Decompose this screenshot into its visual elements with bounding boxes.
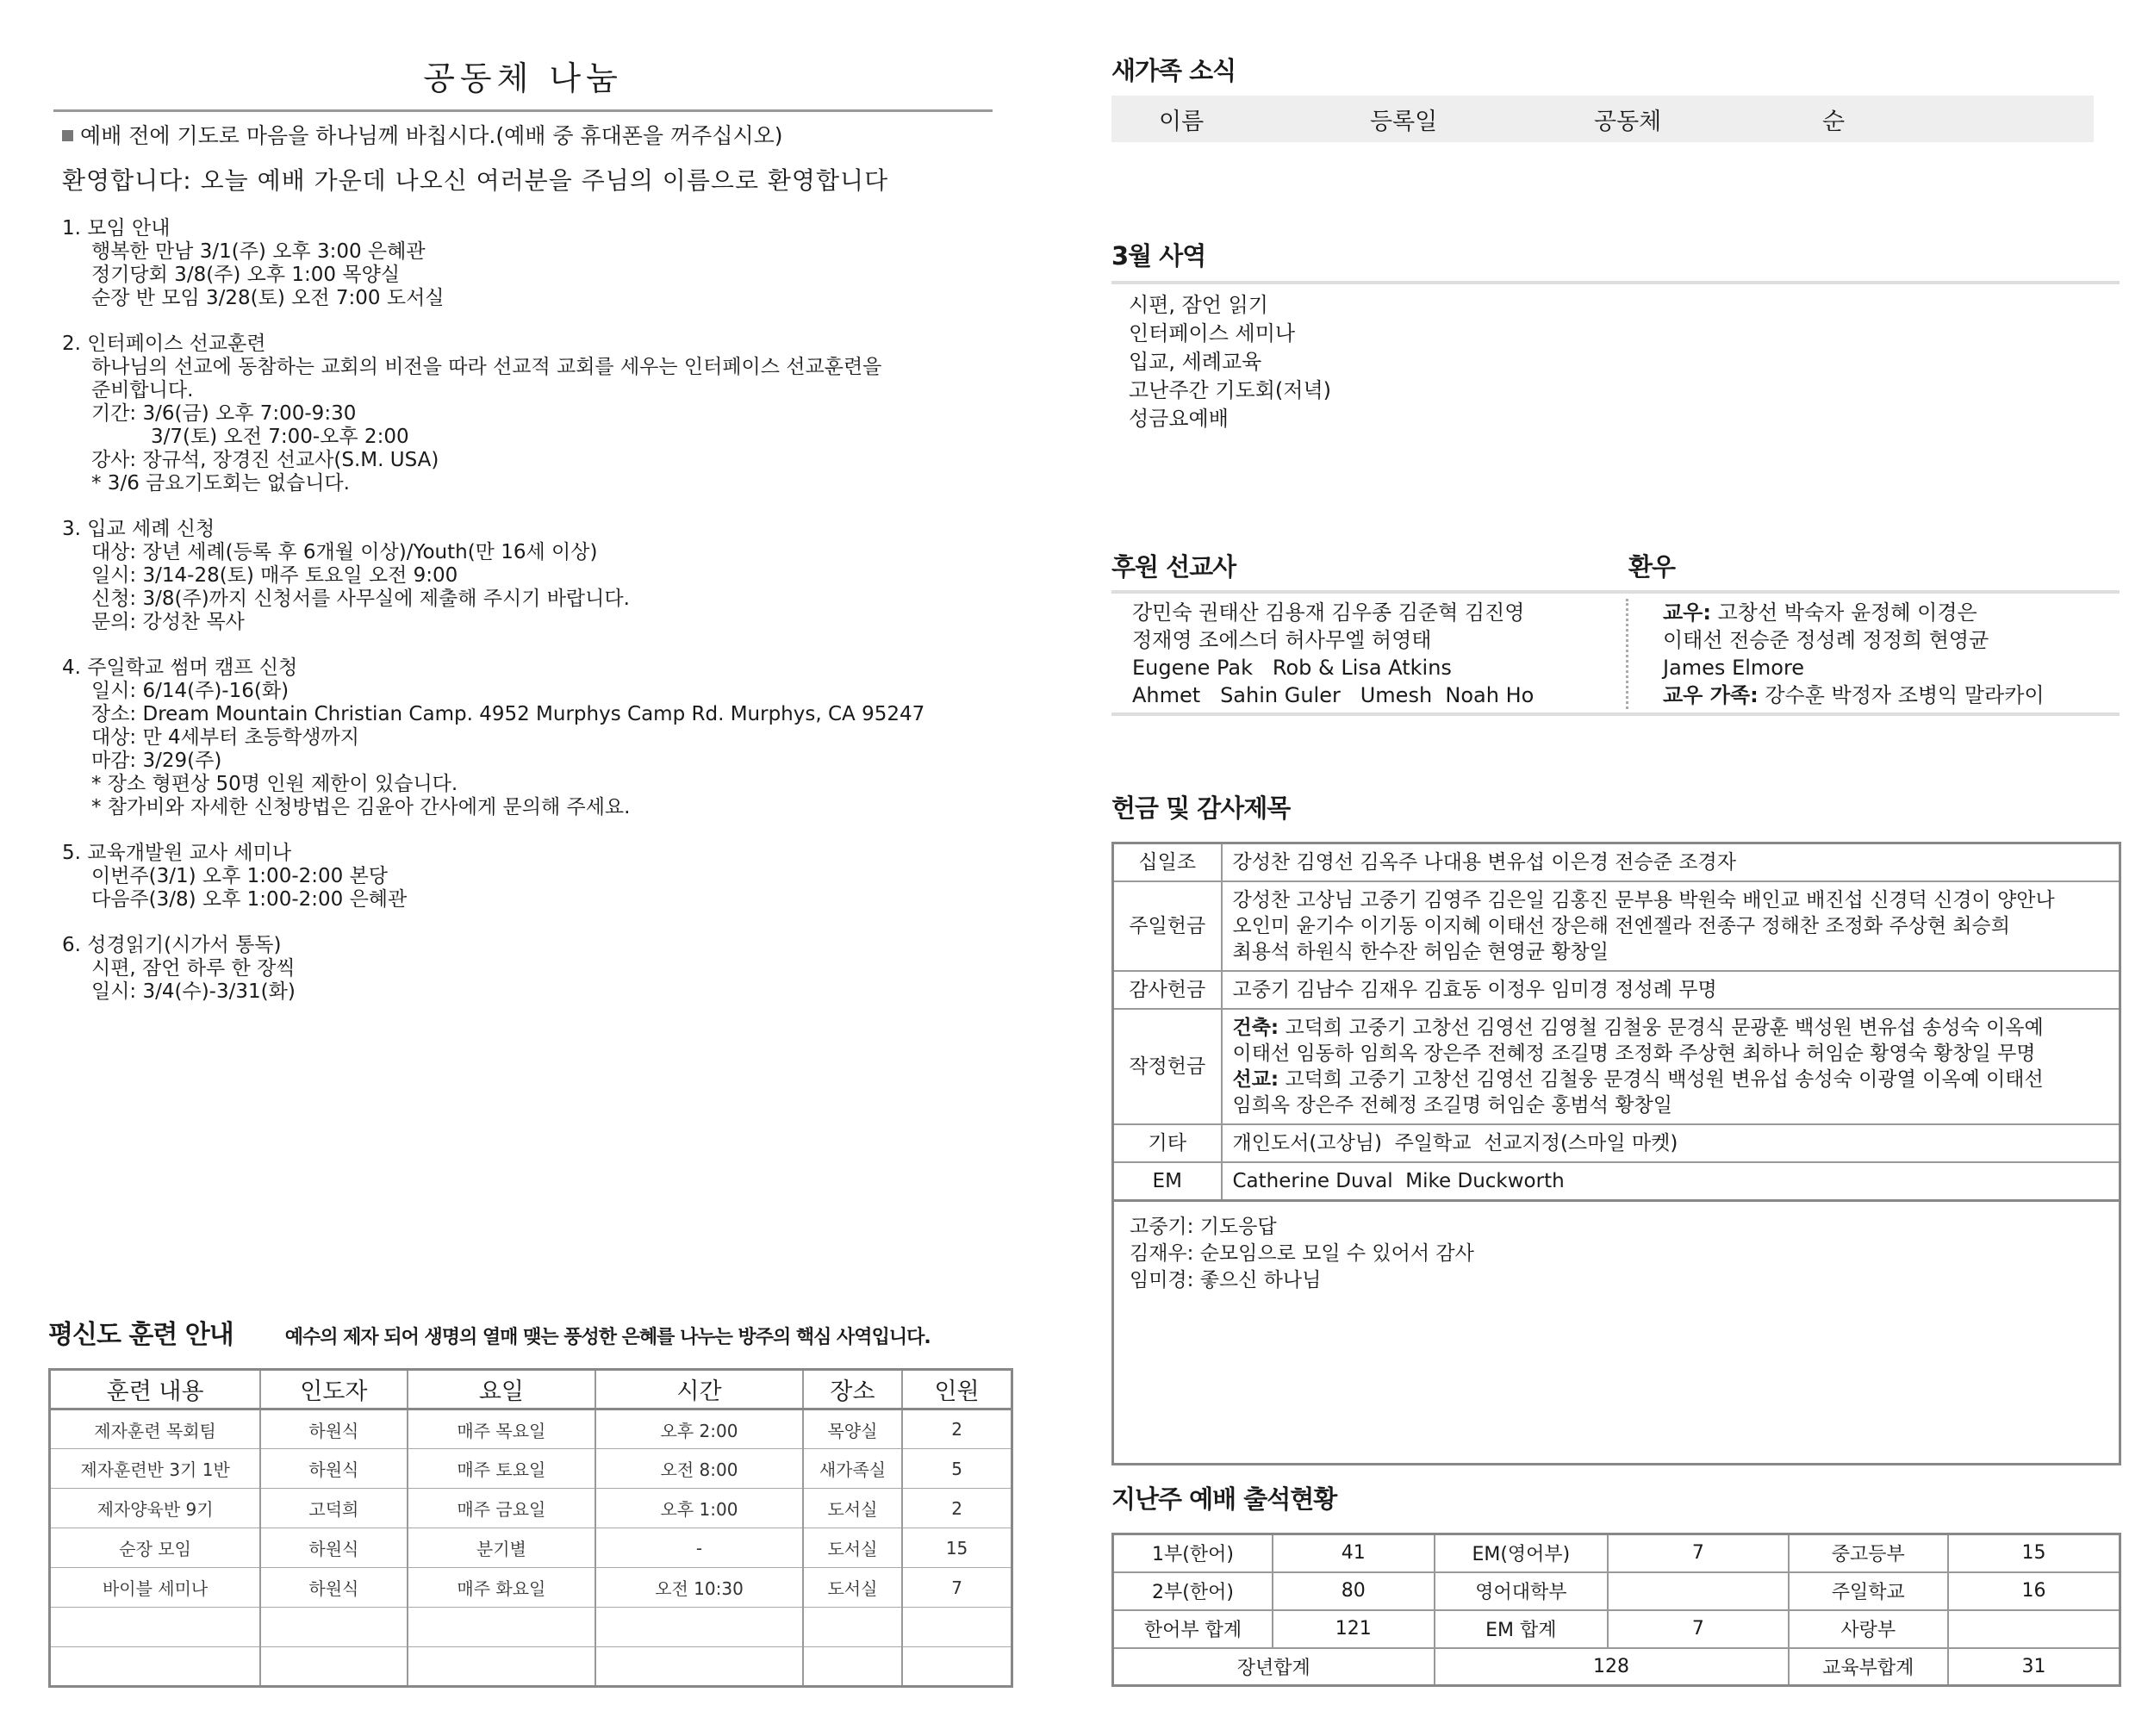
support-section <box>1111 548 2120 716</box>
training-row <box>50 1568 1012 1608</box>
notice-text: 예배 전에 기도로 마음을 하나님께 바칩시다.(예배 중 휴대폰을 꺼주십시오) <box>80 123 783 148</box>
announcement-title: 4. 주일학교 썸머 캠프 신청 <box>62 656 298 679</box>
training-cell: 5 <box>902 1449 1012 1489</box>
announcement-line: 장소: Dream Mountain Christian Camp. 4952 Murphys Camp Rd. Murphys, CA 95247 <box>91 703 925 725</box>
attendance-cell: 중고등부 <box>1789 1534 1948 1572</box>
attendance-cell <box>1608 1572 1788 1610</box>
training-cell <box>803 1647 902 1687</box>
offering-line: 강성찬 고상님 고중기 김영주 김은일 김홍진 문부용 박원숙 배인교 배진섭 신경덕 신경이 양안나 <box>1232 889 2055 912</box>
training-cell: 하원식 <box>260 1449 407 1489</box>
offering-category: 작정헌금 <box>1113 1009 1222 1124</box>
training-cell <box>50 1608 261 1647</box>
training-cell: 도서실 <box>803 1489 902 1528</box>
training-cell: 제자양육반 9기 <box>50 1489 261 1528</box>
offering-table <box>1111 842 2121 1202</box>
training-header-row <box>50 1370 1012 1409</box>
training-cell: 바이블 세미나 <box>50 1568 261 1608</box>
missionaries-title: 후원 선교사 <box>1111 552 1236 582</box>
training-cell <box>260 1608 407 1647</box>
offering-line: 임희옥 장은주 전혜정 조길명 허임순 홍범석 황창일 <box>1232 1094 1672 1117</box>
training-cell: 매주 화요일 <box>408 1568 596 1608</box>
training-cell <box>902 1608 1012 1647</box>
announcement-line: * 참가비와 자세한 신청방법은 김윤아 간사에게 문의해 주세요. <box>91 796 631 818</box>
announcement-title: 6. 성경읽기(시가서 통독) <box>62 934 282 956</box>
training-cell: 목양실 <box>803 1409 902 1449</box>
attendance-row <box>1113 1610 2120 1648</box>
offering-line: 개인도서(고상님) 주일학교 선교지정(스마일 마켓) <box>1232 1132 1678 1154</box>
announcement-line: 기간: 3/6(금) 오후 7:00-9:30 <box>91 402 357 425</box>
offering-line: Catherine Duval Mike Duckworth <box>1232 1170 1565 1192</box>
announcement-line: 문의: 강성찬 목사 <box>91 611 245 633</box>
training-header-cell: 인원 <box>902 1370 1012 1409</box>
new-family-header-cell: 등록일 <box>1370 108 1438 135</box>
new-family-header-cell: 순 <box>1822 108 1846 135</box>
attendance-title: 지난주 예배 출석현황 <box>1111 1484 1337 1514</box>
training-header-cell: 장소 <box>803 1370 902 1409</box>
training-section <box>48 1313 1013 1688</box>
announcement-sections <box>53 217 1001 1004</box>
patient-label: 교우: <box>1663 600 1711 625</box>
training-cell <box>50 1647 261 1687</box>
announcement-title: 5. 교육개발원 교사 세미나 <box>62 842 292 864</box>
page-title: 공동체 나눔 <box>423 59 623 97</box>
attendance-edu-label: 교육부합계 <box>1789 1648 1948 1686</box>
attendance-total-value: 128 <box>1435 1648 1789 1686</box>
thanks-line: 임미경: 좋으신 하나님 <box>1130 1269 1322 1291</box>
offering-row <box>1113 1162 2120 1201</box>
training-cell: 2 <box>902 1489 1012 1528</box>
announcement-5 <box>62 842 1001 912</box>
patients-list <box>1628 599 2045 709</box>
march-title: 3월 사역 <box>1111 241 1206 271</box>
attendance-cell: 사랑부 <box>1789 1610 1948 1648</box>
notice <box>62 119 1001 150</box>
march-item: 입교, 세례교육 <box>1129 350 1262 374</box>
training-cell: 오전 8:00 <box>595 1449 803 1489</box>
offering-row <box>1113 971 2120 1009</box>
announcement-line: 정기당회 3/8(주) 오후 1:00 목양실 <box>91 264 401 286</box>
training-cell: 7 <box>902 1568 1012 1608</box>
announcement-4 <box>62 656 1001 819</box>
offering-sublabel: 건축: <box>1232 1017 1279 1039</box>
new-family-header-cell: 공동체 <box>1594 108 1662 135</box>
attendance-cell: 영어대학부 <box>1435 1572 1609 1610</box>
thanks-line: 고중기: 기도응답 <box>1130 1216 1277 1238</box>
announcement-line: 신청: 3/8(주)까지 신청서를 사무실에 제출해 주시기 바랍니다. <box>91 588 630 610</box>
missionary-line: 강민숙 권태산 김용재 김우종 김준혁 김진영 <box>1132 600 1525 625</box>
training-cell <box>803 1608 902 1647</box>
attendance-edu-value: 31 <box>1948 1648 2120 1686</box>
offering-line: 고중기 김남수 김재우 김효동 이정우 임미경 정성례 무명 <box>1232 979 1717 1001</box>
thanks-box <box>1111 1202 2121 1465</box>
missionary-line: Eugene Pak Rob & Lisa Atkins <box>1132 656 1452 680</box>
offering-line: 강성찬 김영선 김옥주 나대용 변유섭 이은경 전승준 조경자 <box>1232 851 1736 874</box>
patient-names: 이태선 전승준 정성례 정정희 현영균 <box>1663 628 1989 652</box>
training-cell: 오전 10:30 <box>595 1568 803 1608</box>
announcement-line: 하나님의 선교에 동참하는 교회의 비전을 따라 선교적 교회를 세우는 인터페이스 선교훈련을 <box>91 356 882 378</box>
offering-names <box>1222 1162 2120 1201</box>
attendance-cell: 15 <box>1948 1534 2120 1572</box>
training-cell: 2 <box>902 1409 1012 1449</box>
training-row <box>50 1449 1012 1489</box>
patients-title: 환우 <box>1628 552 1676 582</box>
training-cell <box>260 1647 407 1687</box>
announcement-3 <box>62 518 1001 634</box>
training-cell: 하원식 <box>260 1568 407 1608</box>
offering-names <box>1222 843 2120 882</box>
training-header-cell: 시간 <box>595 1370 803 1409</box>
offering-category: 감사헌금 <box>1113 971 1222 1009</box>
announcement-line: 강사: 장규석, 장경진 선교사(S.M. USA) <box>91 449 439 471</box>
offering-section <box>1111 789 2121 1465</box>
offering-row <box>1113 1124 2120 1162</box>
training-cell: 오후 1:00 <box>595 1489 803 1528</box>
training-cell: 15 <box>902 1528 1012 1568</box>
announcement-title: 2. 인터페이스 선교훈련 <box>62 333 266 355</box>
announcement-line: * 3/6 금요기도회는 없습니다. <box>91 472 350 495</box>
announcement-line: 일시: 3/14-28(토) 매주 토요일 오전 9:00 <box>91 564 458 587</box>
offering-names <box>1222 1009 2120 1124</box>
offering-line: 최용석 하원식 한수잔 허임순 현영균 황창일 <box>1232 941 1609 963</box>
training-subtitle: 예수의 제자 되어 생명의 열매 맺는 풍성한 은혜를 나누는 방주의 핵심 사역입니다. <box>284 1327 931 1348</box>
attendance-cell: 121 <box>1273 1610 1435 1648</box>
training-cell <box>408 1608 596 1647</box>
training-header-cell: 요일 <box>408 1370 596 1409</box>
left-column <box>53 52 1001 1026</box>
training-row <box>50 1528 1012 1568</box>
missionaries-list <box>1111 599 1628 709</box>
training-table <box>48 1368 1013 1688</box>
attendance-cell: 1부(한어) <box>1113 1534 1273 1572</box>
training-cell: 매주 토요일 <box>408 1449 596 1489</box>
announcement-line: * 장소 형편상 50명 인원 제한이 있습니다. <box>91 773 458 795</box>
announcement-1 <box>62 217 1001 310</box>
training-cell <box>902 1647 1012 1687</box>
announcement-line: 순장 반 모임 3/28(토) 오전 7:00 도서실 <box>91 287 445 309</box>
march-item: 고난주간 기도회(저녁) <box>1129 378 1332 402</box>
offering-line: 오인미 윤기수 이기동 이지혜 이태선 장은해 전엔젤라 전종구 정해찬 조정화 주상현 최승희 <box>1232 915 2010 937</box>
offering-line <box>1233 1067 2109 1092</box>
announcement-line: 행복한 만남 3/1(주) 오후 3:00 은혜관 <box>91 240 426 263</box>
offering-names <box>1222 881 2120 971</box>
patient-names: 고창선 박숙자 윤정혜 이경은 <box>1710 600 1977 625</box>
attendance-cell: 한어부 합계 <box>1113 1610 1273 1648</box>
training-cell: 제자훈련 목회팀 <box>50 1409 261 1449</box>
attendance-cell <box>1948 1610 2120 1648</box>
offering-row <box>1113 881 2120 971</box>
attendance-cell: 7 <box>1608 1534 1788 1572</box>
march-divider <box>1111 281 2120 284</box>
training-cell: 매주 목요일 <box>408 1409 596 1449</box>
offering-category: 기타 <box>1113 1124 1222 1162</box>
training-cell: 제자훈련반 3기 1반 <box>50 1449 261 1489</box>
announcement-title: 1. 모임 안내 <box>62 217 171 240</box>
training-cell <box>595 1647 803 1687</box>
training-row <box>50 1489 1012 1528</box>
patient-line <box>1663 626 2045 654</box>
announcement-line: 마감: 3/29(주) <box>91 750 222 772</box>
training-cell <box>595 1608 803 1647</box>
offering-row <box>1113 1009 2120 1124</box>
training-cell: 매주 금요일 <box>408 1489 596 1528</box>
welcome-message: 환영합니다: 오늘 예배 가운데 나오신 여러분을 주님의 이름으로 환영합니다 <box>62 166 889 195</box>
announcement-title: 3. 입교 세례 신청 <box>62 518 215 540</box>
attendance-total-row <box>1113 1648 2120 1686</box>
offering-line: 이태선 임동하 임희옥 장은주 전혜정 조길명 조정화 주상현 최하나 허임순 황영숙 황창일 무명 <box>1232 1042 2036 1065</box>
attendance-cell: 41 <box>1273 1534 1435 1572</box>
announcement-line: 다음주(3/8) 오후 1:00-2:00 은혜관 <box>91 888 408 911</box>
training-row <box>50 1409 1012 1449</box>
patient-line <box>1663 599 2045 626</box>
offering-category: 십일조 <box>1113 843 1222 882</box>
patient-line <box>1663 681 2045 709</box>
announcement-line: 이번주(3/1) 오후 1:00-2:00 본당 <box>91 865 389 887</box>
announcement-line: 대상: 만 4세부터 초등학생까지 <box>91 726 359 749</box>
offering-names <box>1222 1124 2120 1162</box>
patient-names: James Elmore <box>1663 656 1805 680</box>
announcement-line: 준비합니다. <box>91 379 194 401</box>
missionary-line: 정재영 조에스더 허사무엘 허영태 <box>1132 628 1432 652</box>
attendance-section <box>1111 1480 2121 1687</box>
announcement-2 <box>62 333 1001 495</box>
march-item: 성금요예배 <box>1129 407 1229 431</box>
offering-category: EM <box>1113 1162 1222 1201</box>
new-family-title: 새가족 소식 <box>1111 56 1236 85</box>
thanks-line: 김재우: 순모임으로 모일 수 있어서 감사 <box>1130 1242 1474 1265</box>
march-list <box>1129 291 2128 433</box>
announcement-line: 시편, 잠언 하루 한 장씩 <box>91 957 296 980</box>
right-column <box>1111 52 2128 1679</box>
training-cell: 하원식 <box>260 1409 407 1449</box>
patient-names: 강수훈 박정자 조병익 말라카이 <box>1758 683 2045 707</box>
training-header-cell: 훈련 내용 <box>50 1370 261 1409</box>
offering-subnames: 고덕희 고중기 고창선 김영선 김철웅 문경식 백성원 변유섭 송성숙 이광열 이옥예 이태선 <box>1279 1068 2044 1091</box>
training-cell: 고덕희 <box>260 1489 407 1528</box>
missionary-line: Ahmet Sahin Guler Umesh Noah Ho <box>1132 683 1535 707</box>
offering-title: 헌금 및 감사제목 <box>1111 793 1291 823</box>
training-cell: 순장 모임 <box>50 1528 261 1568</box>
training-row <box>50 1647 1012 1687</box>
square-bullet-icon <box>62 130 73 141</box>
announcement-line: 일시: 3/4(수)-3/31(화) <box>91 980 296 1003</box>
march-item: 시편, 잠언 읽기 <box>1129 293 1268 317</box>
offering-line <box>1233 1015 2109 1041</box>
attendance-cell: 2부(한어) <box>1113 1572 1273 1610</box>
offering-category: 주일헌금 <box>1113 881 1222 971</box>
training-cell: 새가족실 <box>803 1449 902 1489</box>
attendance-cell: 7 <box>1608 1610 1788 1648</box>
training-header-cell: 인도자 <box>260 1370 407 1409</box>
training-cell: 하원식 <box>260 1528 407 1568</box>
training-cell: - <box>595 1528 803 1568</box>
training-cell <box>408 1647 596 1687</box>
attendance-cell: 16 <box>1948 1572 2120 1610</box>
training-cell: 도서실 <box>803 1568 902 1608</box>
title-divider <box>53 109 993 112</box>
training-cell: 분기별 <box>408 1528 596 1568</box>
attendance-cell: 주일학교 <box>1789 1572 1948 1610</box>
announcement-line: 일시: 6/14(주)-16(화) <box>91 680 289 702</box>
attendance-total-label: 장년합계 <box>1113 1648 1435 1686</box>
announcement-6 <box>62 934 1001 1004</box>
attendance-cell: 80 <box>1273 1572 1435 1610</box>
new-family-header <box>1111 96 2094 142</box>
offering-names <box>1222 971 2120 1009</box>
attendance-row <box>1113 1534 2120 1572</box>
offering-row <box>1113 843 2120 882</box>
patient-label: 교우 가족: <box>1663 683 1759 707</box>
offering-subnames: 고덕희 고중기 고창선 김영선 김영철 김철웅 문경식 문광훈 백성원 변유섭 송성숙 이옥예 <box>1279 1017 2044 1039</box>
patient-line <box>1663 654 2045 681</box>
training-cell: 오후 2:00 <box>595 1409 803 1449</box>
training-title: 평신도 훈련 안내 <box>48 1320 233 1350</box>
attendance-row <box>1113 1572 2120 1610</box>
attendance-cell: EM 합계 <box>1435 1610 1609 1648</box>
offering-sublabel: 선교: <box>1232 1068 1279 1091</box>
training-cell: 도서실 <box>803 1528 902 1568</box>
new-family-header-cell: 이름 <box>1159 108 1205 135</box>
training-row <box>50 1608 1012 1647</box>
march-item: 인터페이스 세미나 <box>1129 321 1296 345</box>
attendance-cell: EM(영어부) <box>1435 1534 1609 1572</box>
attendance-table <box>1111 1533 2121 1687</box>
announcement-line: 3/7(토) 오전 7:00-오후 2:00 <box>151 426 409 448</box>
announcement-line: 대상: 장년 세례(등록 후 6개월 이상)/Youth(만 16세 이상) <box>91 541 598 563</box>
